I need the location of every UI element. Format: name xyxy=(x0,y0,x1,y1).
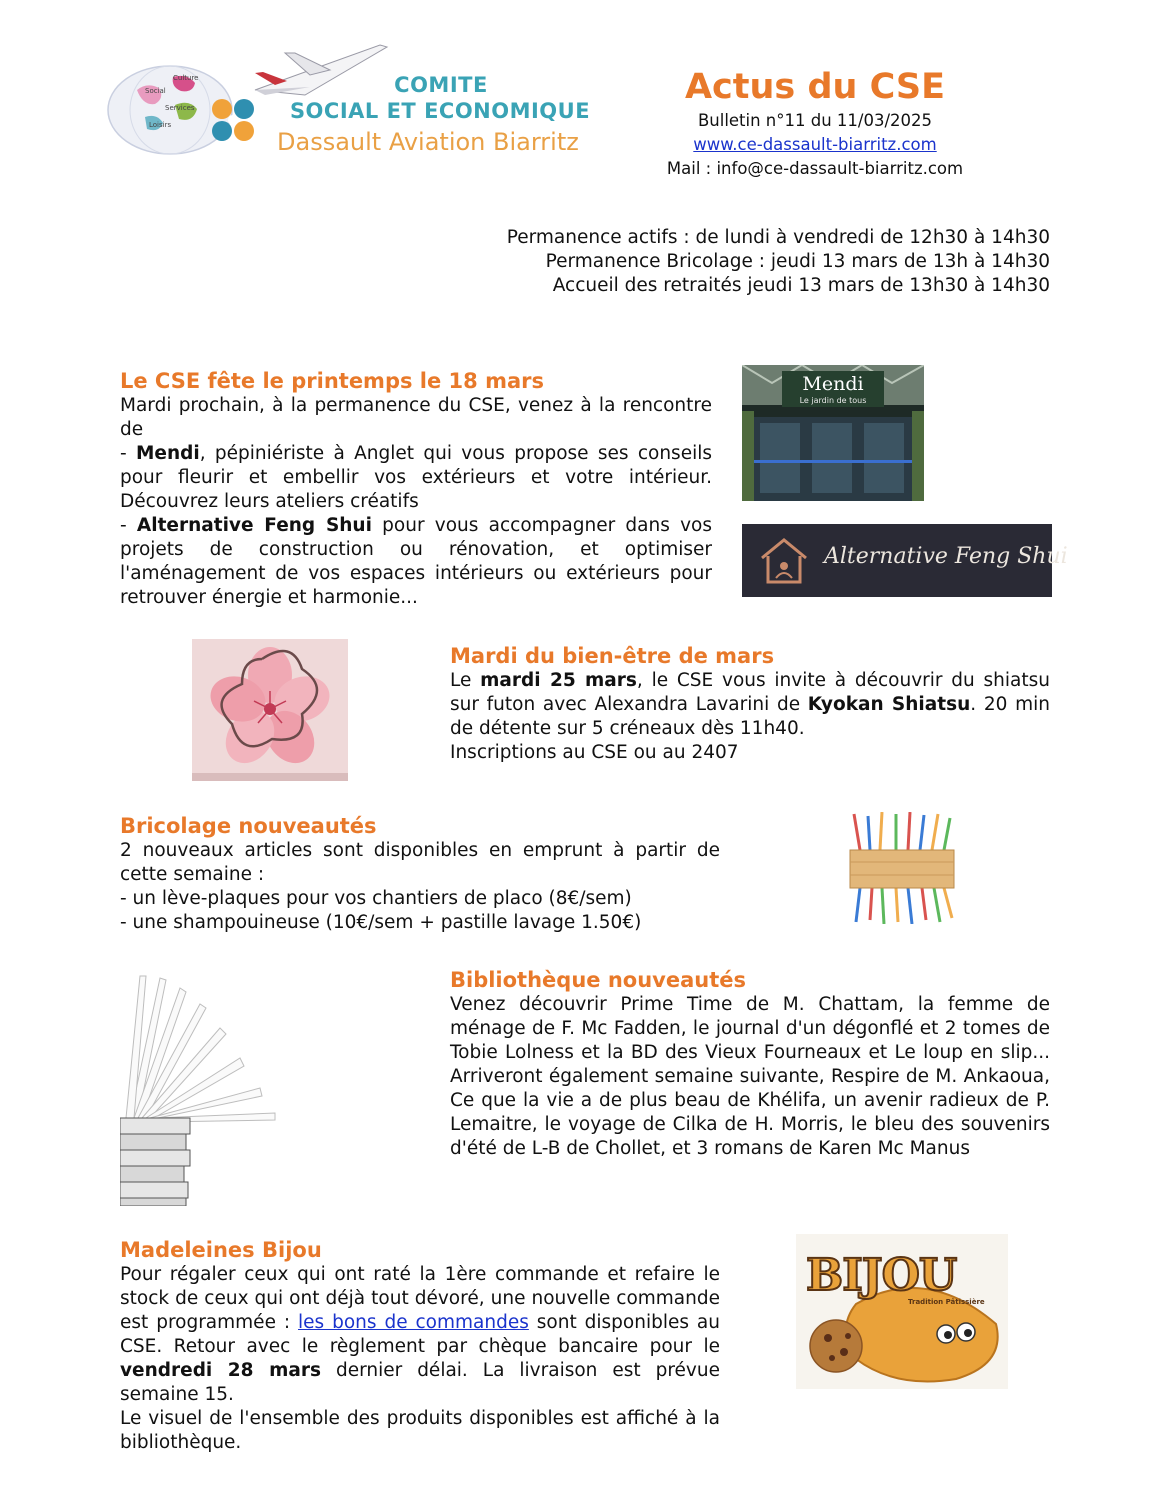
list-item: - un lève-plaques pour vos chantiers de placo (8€/sem) xyxy=(120,888,632,909)
section-text: 2 nouveaux articles sont disponibles en emprunt à partir de cette semaine : xyxy=(120,840,720,885)
mendi-sign: Mendi xyxy=(802,373,864,395)
newsletter-header xyxy=(640,65,990,181)
logo-line-2: SOCIAL ET ECONOMIQUE xyxy=(289,99,591,123)
section-text: Pour régaler ceux qui ont raté la 1ère commande et refaire le stock de ceux qui ont déjà tout dévoré, une nouvelle commande est programmée : les bons de commandes sont disponibles au CSE. Retour avec le règlement par chèque bancaire pour le vendredi 28 mars dernier délai. La livraison est prévue semaine 15. xyxy=(120,1264,720,1405)
section-text: Venez découvrir Prime Time de M. Chattam, la femme de ménage de F. Mc Fadden, le journal d'un dégonflé et 2 tomes de Tobie Lolness et la BD des Vieux Fourneaux et Le loup en slip... Arriveront également semaine suivante, Respire de M. Ankaoua, Ce que la vie a de plus beau de Khélifa, un avenir radieux de P. Lemaitre, le voyage de Cilka de H. Morris, le bleu des souvenirs d'été de L-B de Chollet, et 3 romans de Karen Mc Manus xyxy=(450,994,1050,1159)
hours-line: Accueil des retraités jeudi 13 mars de 13h30 à 14h30 xyxy=(552,275,1050,296)
section-title: Madeleines Bijou xyxy=(120,1238,322,1262)
section-text: Le mardi 25 mars, le CSE vous invite à découvrir du shiatsu sur futon avec Alexandra Lavarini de Kyokan Shiatsu. 20 min de détente sur 5 créneaux dès 11h40. xyxy=(450,670,1050,739)
feng-shui-logo-text: Alternative Feng Shui xyxy=(824,544,1068,569)
house-icon xyxy=(754,530,814,590)
globe-word: Social xyxy=(145,87,166,95)
hours-line: Permanence actifs : de lundi à vendredi de 12h30 à 14h30 xyxy=(506,227,1050,248)
page-title: Actus du CSE xyxy=(684,67,946,107)
display-note: Le visuel de l'ensemble des produits disponibles est affiché à la bibliothèque. xyxy=(120,1408,720,1453)
section-madeleines xyxy=(120,1237,720,1455)
flower-image xyxy=(192,639,348,781)
bulletin-number: Bulletin n°11 du 11/03/2025 xyxy=(697,111,933,130)
section-title: Bricolage nouveautés xyxy=(120,814,377,838)
logo-line-1: COMITE xyxy=(394,73,488,97)
mendi-storefront-image xyxy=(742,365,924,501)
bijou-brand: BIJOU xyxy=(806,1250,957,1301)
section-title: Le CSE fête le printemps le 18 mars xyxy=(120,369,544,393)
logo-line-3: Dassault Aviation Biarritz xyxy=(277,128,579,156)
section-bricolage xyxy=(120,813,720,935)
order-form-link[interactable]: les bons de commandes xyxy=(298,1312,529,1333)
section-printemps xyxy=(120,368,712,610)
section-bibliotheque xyxy=(450,967,1050,1161)
list-item: - une shampouineuse (10€/sem + pastille lavage 1.50€) xyxy=(120,912,642,933)
list-item: - Mendi, pépiniériste à Anglet qui vous propose ses conseils pour fleurir et embellir vos extérieurs et votre intérieur. Découvrez leurs ateliers créatifs xyxy=(120,443,712,512)
globe-word: Culture xyxy=(173,74,199,82)
intro-text: Mardi prochain, à la permanence du CSE, venez à la rencontre de xyxy=(120,395,712,440)
registration-text: Inscriptions au CSE ou au 2407 xyxy=(450,742,739,763)
section-title: Mardi du bien-être de mars xyxy=(450,644,775,668)
bijou-subtitle: Tradition Pâtissière xyxy=(908,1298,985,1306)
mendi-tagline: Le jardin de tous xyxy=(799,396,867,405)
section-text xyxy=(120,394,712,610)
section-bienetre xyxy=(450,643,1050,765)
feng-shui-logo xyxy=(742,524,1068,597)
globe-word: Services xyxy=(165,104,195,112)
contact-mail: Mail : info@ce-dassault-biarritz.com xyxy=(666,159,964,178)
opening-hours xyxy=(440,226,1050,298)
bijou-image xyxy=(796,1234,1008,1389)
hours-line: Permanence Bricolage : jeudi 13 mars de 13h à 14h30 xyxy=(545,251,1050,272)
globe-word: Loisirs xyxy=(149,121,172,129)
cse-logo xyxy=(105,35,600,160)
section-title: Bibliothèque nouveautés xyxy=(450,968,746,992)
book-image xyxy=(120,968,280,1206)
tools-image xyxy=(846,812,958,924)
website-link[interactable]: www.ce-dassault-biarritz.com xyxy=(693,135,937,154)
list-item: - Alternative Feng Shui pour vous accompagner dans vos projets de construction ou rénovation, et optimiser l'aménagement de vos espaces intérieurs ou extérieurs pour retrouver énergie et harmonie... xyxy=(120,515,712,608)
